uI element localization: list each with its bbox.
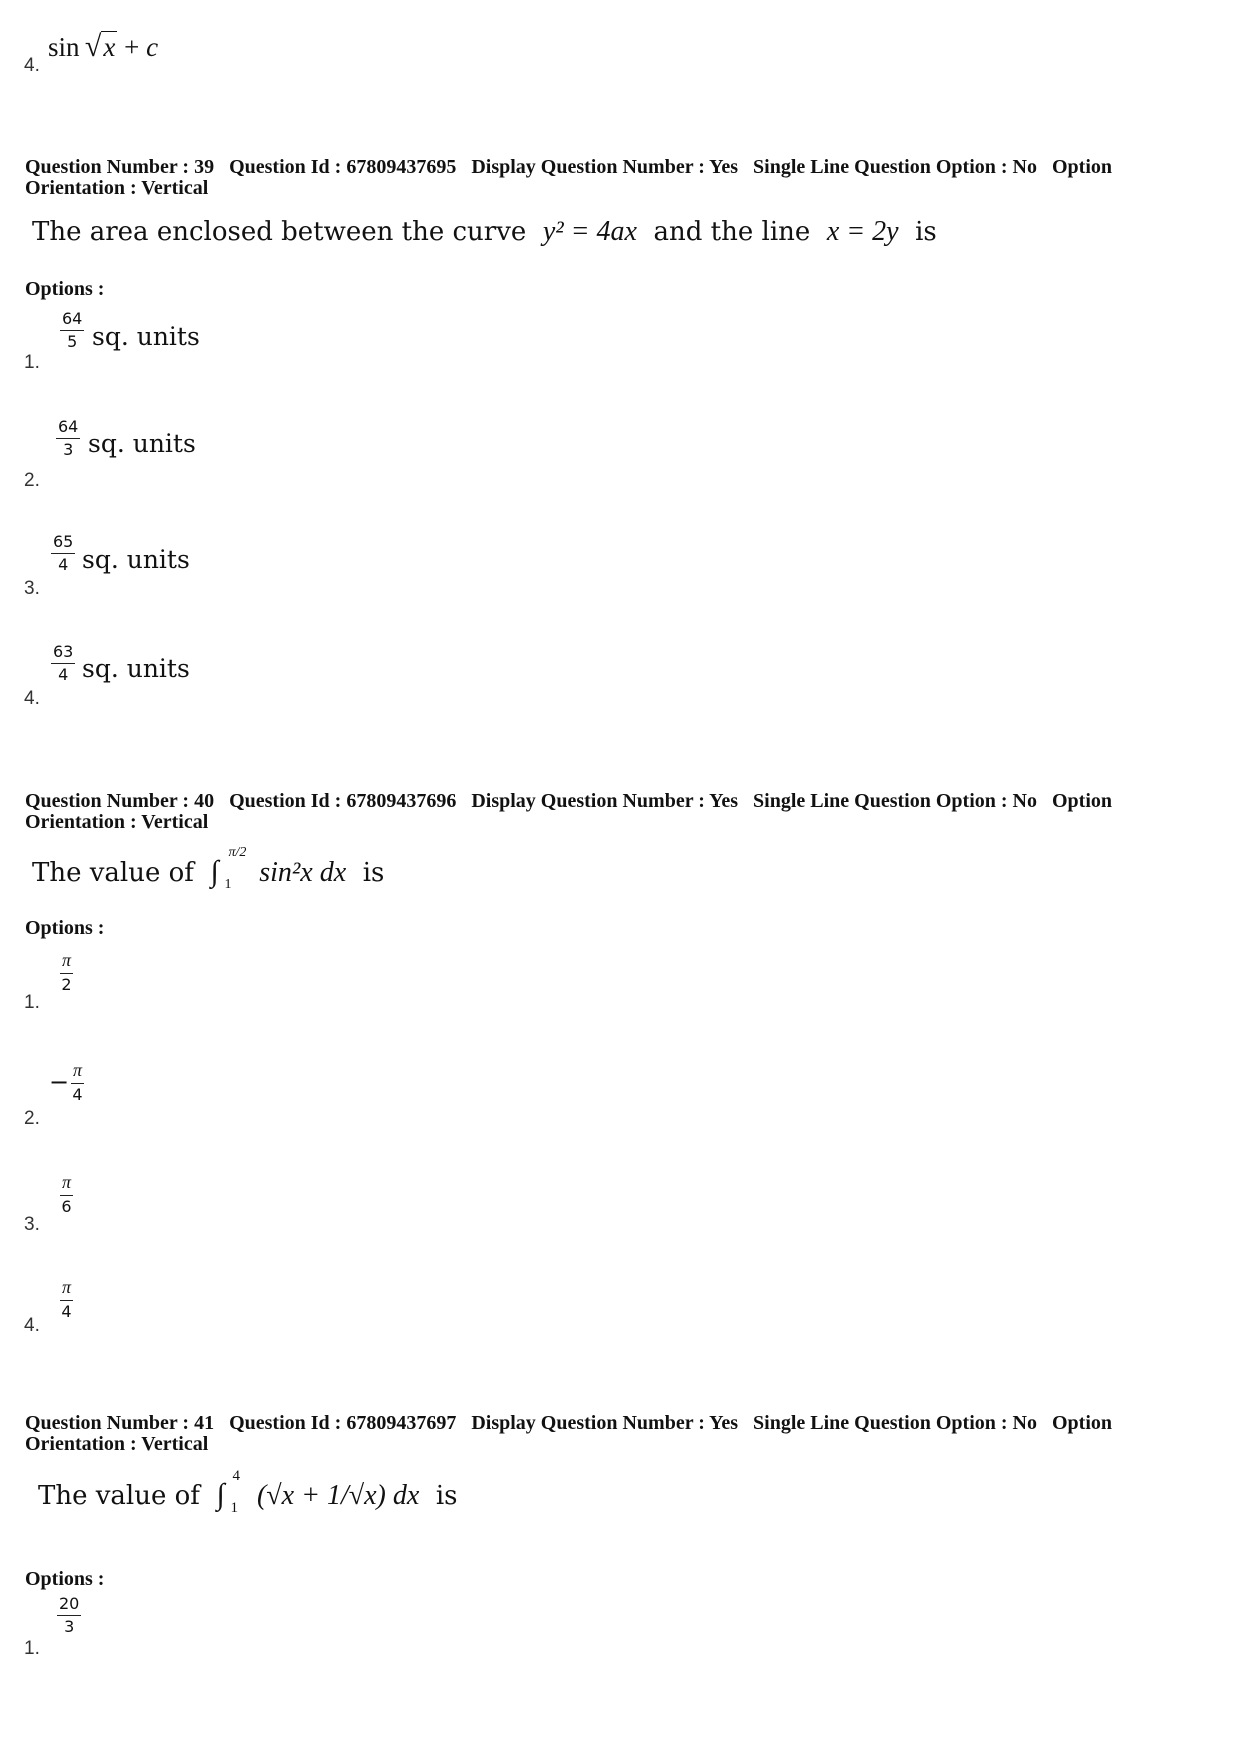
question-header: Question Number : 40 Question Id : 67809437696 Display Question Number : Yes Single Line Question Option : No Option Orientation : Vertical xyxy=(25,790,1113,833)
question-header: Question Number : 39 Question Id : 67809437695 Display Question Number : Yes Single Line Question Option : No Option Orientation : Vertical xyxy=(25,156,1113,199)
minus-sign: − xyxy=(49,1068,70,1096)
option-number[interactable]: 1. xyxy=(24,992,40,1013)
option-number[interactable]: 3. xyxy=(24,578,40,599)
integral-symbol: ∫ 4 1 xyxy=(216,1468,240,1516)
option-expression: sin √x + c xyxy=(48,30,159,63)
question-text: The value of ∫ 4 1 (√x + 1/√x) dx is xyxy=(38,1468,458,1516)
option-fraction[interactable]: $\frac{65}{4}$ xyxy=(53,532,74,575)
option-fraction[interactable]: $\frac{64}{5}$ xyxy=(62,309,83,352)
option-unit: sq. units xyxy=(88,429,196,458)
option-fraction[interactable]: $\frac{64}{3}$ xyxy=(58,417,79,460)
option-fraction[interactable]: $\frac{63}{4}$ xyxy=(53,642,74,685)
option-number[interactable]: 3. xyxy=(24,1214,40,1235)
option-number[interactable]: 2. xyxy=(24,470,40,491)
option-number[interactable]: 1. xyxy=(24,1638,40,1659)
option-fraction[interactable]: $\frac{\pi}{4}$ xyxy=(72,1060,83,1104)
options-label: Options : xyxy=(25,278,105,300)
option-number[interactable]: 1. xyxy=(24,352,40,373)
question-header: Question Number : 41 Question Id : 67809437697 Display Question Number : Yes Single Line Question Option : No Option Orientation : Vertical xyxy=(25,1412,1113,1455)
option-unit: sq. units xyxy=(92,322,200,351)
question-text: The value of ∫ π/2 1 sin²x dx is xyxy=(32,845,385,892)
options-label: Options : xyxy=(25,917,105,939)
option-number[interactable]: 4. xyxy=(24,1315,40,1336)
option-fraction[interactable]: $\frac{20}{3}$ xyxy=(59,1594,80,1637)
option-number: 4. xyxy=(24,55,40,76)
question-text: The area enclosed between the curve y² = 4ax and the line x = 2y is xyxy=(32,216,937,247)
option-number[interactable]: 4. xyxy=(24,688,40,709)
option-unit: sq. units xyxy=(82,654,190,683)
option-fraction[interactable]: $\frac{\pi}{6}$ xyxy=(61,1172,72,1216)
option-unit: sq. units xyxy=(82,545,190,574)
integral-symbol: ∫ π/2 1 xyxy=(210,845,247,892)
option-number[interactable]: 2. xyxy=(24,1108,40,1129)
option-fraction[interactable]: $\frac{\pi}{2}$ xyxy=(61,950,72,994)
options-label: Options : xyxy=(25,1568,105,1590)
option-fraction[interactable]: $\frac{\pi}{4}$ xyxy=(61,1277,72,1321)
